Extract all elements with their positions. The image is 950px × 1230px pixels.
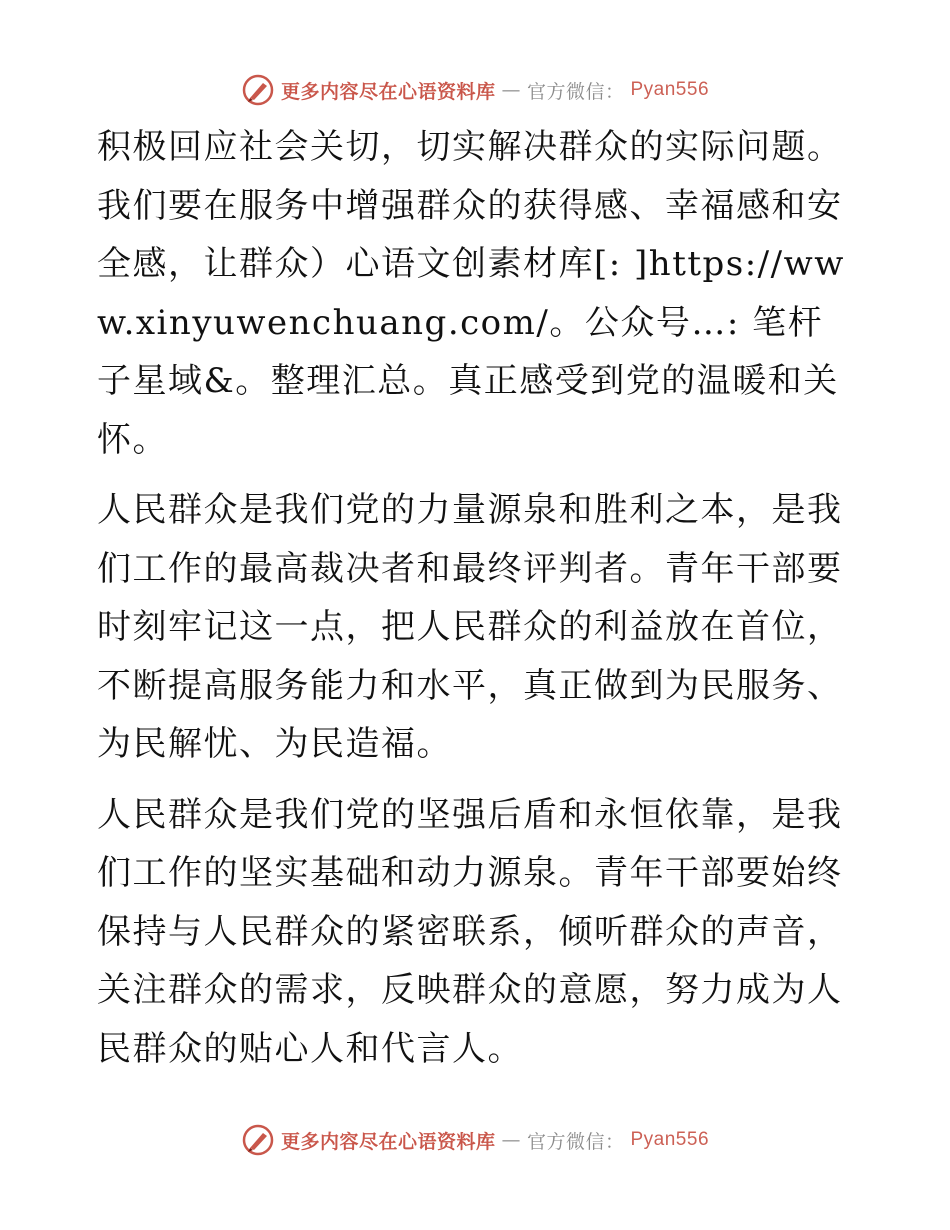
watermark-wechat-label: 官方微信：: [526, 80, 625, 103]
pen-logo-icon: [241, 73, 275, 107]
watermark-wechat-id: Pyan556: [630, 1129, 710, 1150]
document-body: [97, 118, 857, 1078]
watermark-separator: —: [501, 79, 521, 101]
watermark-wechat-label: 官方微信：: [526, 1130, 625, 1153]
watermark-main-text: 更多内容尽在心语资料库: [280, 80, 496, 103]
watermark-main-text: 更多内容尽在心语资料库: [280, 1130, 496, 1153]
paragraph-3: 人民群众是我们党的坚强后盾和永恒依靠，是我们工作的坚实基础和动力源泉。青年干部要始终保持与人民群众的紧密联系，倾听群众的声音，关注群众的需求，反映群众的意愿，努力成为人民群众的贴心人和代言人。: [97, 794, 843, 1069]
paragraph-1: 积极回应社会关切，切实解决群众的实际问题。我们要在服务中增强群众的获得感、幸福感和安全感，让群众）心语文创素材库[: ]https://www.xinyuwenchuang.com/。公众号…: 笔杆子星域&。整理汇总。真正感受到党的温暖和关怀。: [97, 127, 845, 460]
footer-watermark: [0, 1120, 950, 1160]
paragraph-2: 人民群众是我们党的力量源泉和胜利之本，是我们工作的最高裁决者和最终评判者。青年干部要时刻牢记这一点，把人民群众的利益放在首位，不断提高服务能力和水平，真正做到为民服务、为民解忧、为民造福。: [97, 490, 843, 764]
pen-logo-icon: [241, 1123, 275, 1157]
watermark-wechat-id: Pyan556: [630, 79, 710, 100]
header-watermark: [0, 70, 950, 110]
watermark-separator: —: [501, 1129, 521, 1151]
